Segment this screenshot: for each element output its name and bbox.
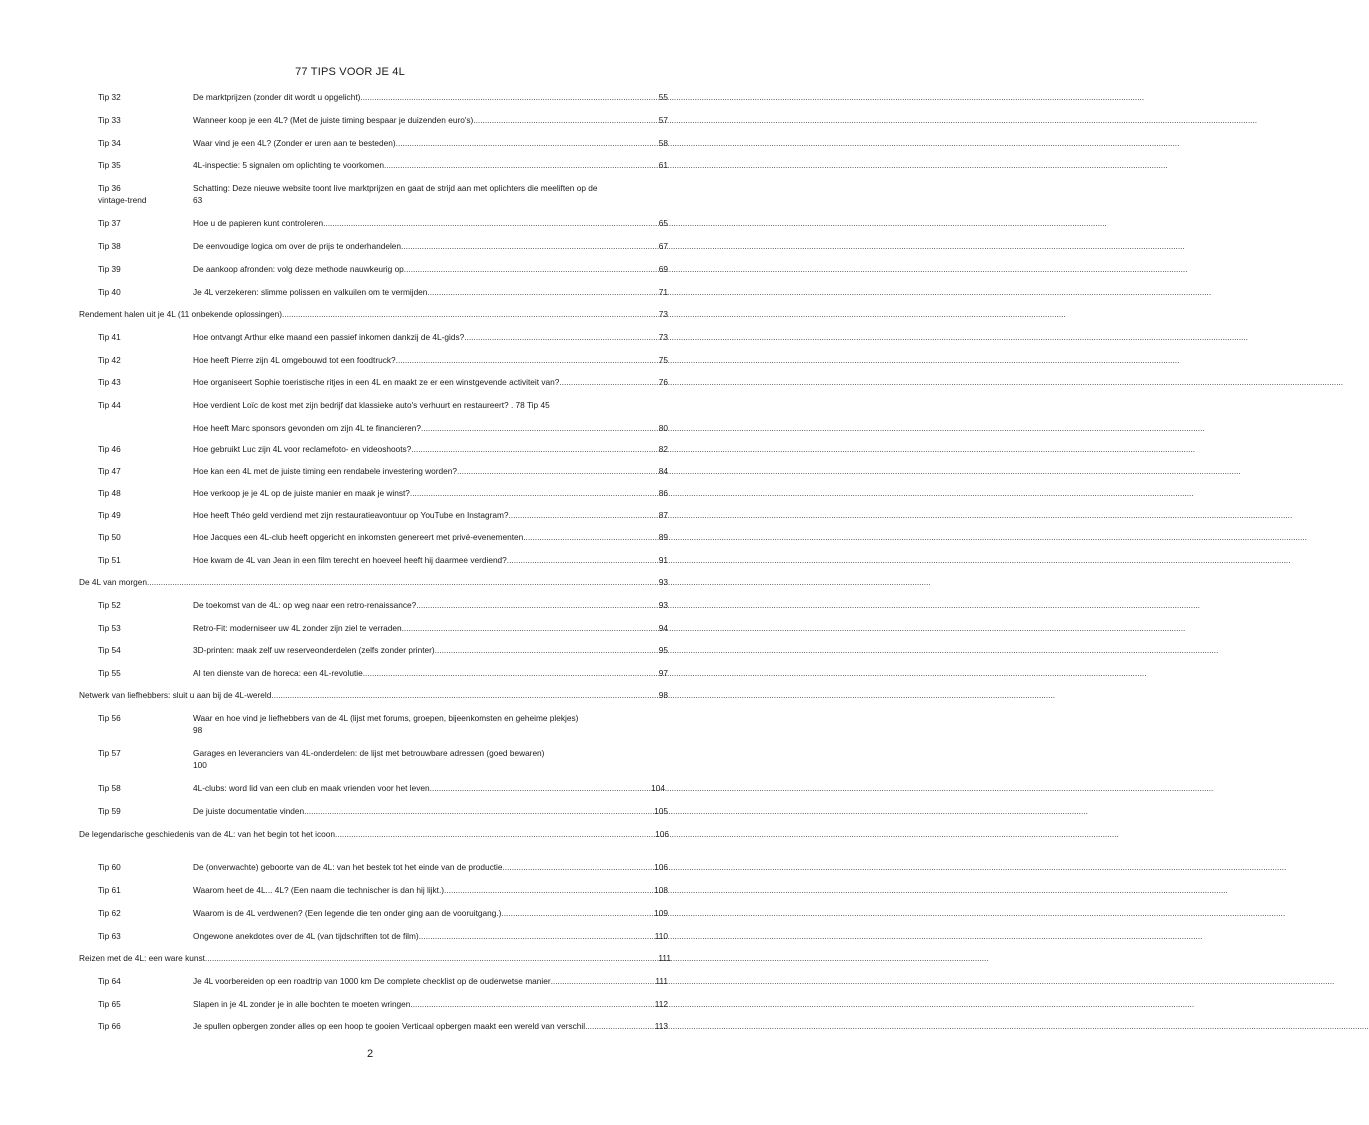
entry-title: Waar vind je een 4L? (Zonder er uren aan te besteden) [193, 138, 396, 148]
dot-leader [304, 805, 653, 817]
entry-title: De eenvoudige logica om over de prijs te onderhandelen [193, 241, 402, 251]
dot-leader [401, 240, 658, 252]
toc-entry [193, 240, 668, 252]
tip-number: Tip 66 [98, 1021, 121, 1031]
entry-title: Je spullen opbergen zonder alles op een hoop te gooien Verticaal opbergen maakt een wereld van verschil [193, 1021, 586, 1031]
tip-number: Tip 48 [98, 488, 121, 498]
dot-leader [384, 159, 658, 171]
entry-title: De (onverwachte) geboorte van de 4L: van het bestek tot het einde van de productie [193, 862, 503, 872]
entry-page: 106 [654, 862, 668, 872]
dot-leader [507, 554, 658, 566]
page-title: 77 TIPS VOOR JE 4L [295, 66, 405, 78]
tip-number: Tip 60 [98, 862, 121, 872]
tip-number: Tip 41 [98, 332, 121, 342]
toc-entry [193, 182, 671, 206]
toc-entry [193, 159, 668, 171]
section-title: Rendement halen uit je 4L (11 onbekende oplossingen) [79, 309, 282, 319]
toc-entry [193, 114, 668, 126]
entry-title: Je 4L voorbereiden op een roadtrip van 1000 km De complete checklist op de ouderwetse manier [193, 976, 551, 986]
toc-entry [193, 861, 668, 873]
tip-number: Tip 59 [98, 806, 121, 816]
tip-number: Tip 56 [98, 713, 121, 723]
dot-leader [416, 599, 658, 611]
tip-number: Tip 65 [98, 999, 121, 1009]
page-number: 2 [366, 1048, 374, 1060]
toc-entry [193, 354, 668, 366]
tip-number: Tip 35 [98, 160, 121, 170]
tip-number: Tip 44 [98, 400, 121, 410]
entry-page: 112 [654, 999, 668, 1009]
toc-entry [193, 465, 668, 477]
dot-leader [404, 263, 658, 275]
dot-leader [464, 331, 658, 343]
entry-title: Hoe verdient Loïc de kost met zijn bedrijf dat klassieke auto's verhuurt en restaureert? . 78 Tip 45 [193, 400, 550, 410]
dot-leader [427, 286, 657, 298]
dot-leader [430, 782, 651, 794]
dot-leader [271, 689, 657, 701]
entry-page: 61 [658, 160, 668, 170]
entry-page: 73 [658, 309, 668, 319]
dot-leader [585, 1020, 654, 1032]
entry-page: 55 [658, 92, 668, 102]
dot-leader [396, 137, 658, 149]
entry-page: 63 [193, 195, 203, 205]
entry-page: 69 [658, 264, 668, 274]
entry-page: 84 [658, 466, 668, 476]
entry-title: Ongewone anekdotes over de 4L (van tijdschriften tot de film) [193, 931, 419, 941]
entry-title: Wanneer koop je een 4L? (Met de juiste timing bespaar je duizenden euro's) [193, 115, 474, 125]
dot-leader [205, 952, 657, 964]
entry-page: 57 [658, 115, 668, 125]
entry-page: 58 [658, 138, 668, 148]
entry-page: 71 [658, 287, 668, 297]
tip-number: Tip 39 [98, 264, 121, 274]
entry-title: De aankoop afronden: volg deze methode nauwkeurig op [193, 264, 404, 274]
dot-leader [411, 443, 657, 455]
tip-number: Tip 50 [98, 532, 121, 542]
entry-page: 104 [651, 783, 665, 793]
section-entry [79, 308, 668, 320]
tip-subtitle: vintage-trend [98, 195, 147, 205]
entry-title: Slapen in je 4L zonder je in alle bochten te moeten wringen [193, 999, 411, 1009]
entry-title: Hoe ontvangt Arthur elke maand een passief inkomen dankzij de 4L-gids? [193, 332, 465, 342]
entry-title: Schatting: Deze nieuwe website toont live marktprijzen en gaat de strijd aan met oplichters die meeliften op de [193, 183, 598, 193]
entry-title: De juiste documentatie vinden [193, 806, 305, 816]
toc-entry [193, 998, 668, 1010]
entry-title: Hoe kan een 4L met de juiste timing een rendabele investering worden? [193, 466, 457, 476]
entry-page: 105 [654, 806, 668, 816]
entry-page: 98 [193, 725, 203, 735]
entry-title: 4L-clubs: word lid van een club en maak vrienden voor het leven [193, 783, 430, 793]
tip-number: Tip 58 [98, 783, 121, 793]
tip-number: Tip 63 [98, 931, 121, 941]
dot-leader [435, 644, 658, 656]
tip-number: Tip 57 [98, 748, 121, 758]
dot-leader [410, 487, 658, 499]
tip-number: Tip 46 [98, 444, 121, 454]
dot-leader [457, 465, 658, 477]
section-title: Netwerk van liefhebbers: sluit u aan bij de 4L-wereld [79, 690, 272, 700]
dot-leader [402, 622, 658, 634]
entry-title: Retro-Fit: moderniseer uw 4L zonder zijn ziel te verraden [193, 623, 402, 633]
tip-number: Tip 32 [98, 92, 121, 102]
entry-title: Hoe organiseert Sophie toeristische ritjes in een 4L en maakt ze er een winstgevende activiteit van? [193, 377, 560, 387]
entry-page: 89 [658, 532, 668, 542]
entry-page: 73 [658, 332, 668, 342]
tip-number: Tip 49 [98, 510, 121, 520]
tip-number: Tip 53 [98, 623, 121, 633]
dot-leader [523, 531, 658, 543]
entry-page: 111 [658, 953, 671, 963]
entry-title: Hoe Jacques een 4L-club heeft opgericht en inkomsten genereert met privé-evenementen [193, 532, 524, 542]
entry-title: 3D-printen: maak zelf uw reserveonderdelen (zelfs zonder printer) [193, 645, 435, 655]
entry-page: 75 [658, 355, 668, 365]
entry-page: 93 [658, 600, 668, 610]
toc-entry [193, 747, 671, 771]
entry-title: Hoe verkoop je je 4L op de juiste manier en maak je winst? [193, 488, 410, 498]
entry-page: 94 [658, 623, 668, 633]
dot-leader [323, 217, 658, 229]
dot-leader [444, 884, 653, 896]
toc-entry [193, 217, 668, 229]
entry-title: Je 4L verzekeren: slimme polissen en valkuilen om te vermijden [193, 287, 428, 297]
toc-entry [193, 376, 668, 388]
toc-entry [193, 509, 668, 521]
entry-page: 95 [658, 645, 668, 655]
entry-title: De toekomst van de 4L: op weg naar een retro-renaissance? [193, 600, 417, 610]
toc-entry [193, 554, 668, 566]
tip-number: Tip 64 [98, 976, 121, 986]
toc-entry [193, 907, 668, 919]
entry-page: 97 [658, 668, 668, 678]
section-entry [79, 689, 668, 701]
entry-title: Hoe heeft Théo geld verdiend met zijn restauratieavontuur op YouTube en Instagram? [193, 510, 509, 520]
tip-number: Tip 38 [98, 241, 121, 251]
dot-leader [396, 354, 658, 366]
entry-title: De marktprijzen (zonder dit wordt u opgelicht) [193, 92, 361, 102]
toc-entry [193, 667, 668, 679]
tip-number: Tip 54 [98, 645, 121, 655]
toc-entry [193, 422, 668, 434]
dot-leader [551, 975, 655, 987]
dot-leader [421, 422, 658, 434]
tip-number: Tip 61 [98, 885, 121, 895]
toc-entry [193, 487, 668, 499]
section-entry [79, 576, 668, 588]
entry-title: AI ten dienste van de horeca: een 4L-revolutie [193, 668, 363, 678]
toc-entry [193, 137, 668, 149]
dot-leader [501, 907, 653, 919]
toc-entry [193, 91, 668, 103]
entry-title: Waar en hoe vind je liefhebbers van de 4L (lijst met forums, groepen, bijeenkomsten en geheime plekjes) [193, 713, 579, 723]
section-entry [79, 952, 671, 964]
toc-entry [193, 884, 668, 896]
entry-page: 110 [654, 931, 668, 941]
toc-entry [193, 286, 668, 298]
toc-entry [193, 930, 668, 942]
toc-entry [193, 805, 668, 817]
entry-title: Hoe kwam de 4L van Jean in een film terecht en hoeveel heeft hij daarmee verdiend? [193, 555, 507, 565]
tip-number: Tip 42 [98, 355, 121, 365]
toc-entry [193, 975, 668, 987]
dot-leader [503, 861, 654, 873]
section-title: De legendarische geschiedenis van de 4L: van het begin tot het icoon [79, 829, 336, 839]
entry-title: Garages en leveranciers van 4L-onderdelen: de lijst met betrouwbare adressen (goed bewaren) [193, 748, 545, 758]
entry-title: Waarom heet de 4L... 4L? (Een naam die technischer is dan hij lijkt.) [193, 885, 445, 895]
dot-leader [473, 114, 657, 126]
toc-entry [193, 399, 671, 411]
toc-entry [193, 531, 668, 543]
toc-entry [193, 712, 671, 736]
toc-entry [193, 1020, 668, 1032]
entry-title: Hoe heeft Pierre zijn 4L omgebouwd tot een foodtruck? [193, 355, 396, 365]
entry-title: Hoe gebruikt Luc zijn 4L voor reclamefoto- en videoshoots? [193, 444, 412, 454]
toc-entry [193, 622, 668, 634]
tip-number: Tip 55 [98, 668, 121, 678]
section-entry [79, 828, 669, 840]
toc-entry [193, 331, 668, 343]
entry-title: Hoe u de papieren kunt controleren [193, 218, 324, 228]
entry-page: 80 [658, 423, 668, 433]
entry-page: 67 [658, 241, 668, 251]
tip-number: Tip 52 [98, 600, 121, 610]
dot-leader [559, 376, 657, 388]
entry-page: 65 [658, 218, 668, 228]
entry-page: 98 [658, 690, 668, 700]
dot-leader [282, 308, 658, 320]
toc-entry [193, 644, 668, 656]
tip-number: Tip 51 [98, 555, 121, 565]
dot-leader [410, 998, 653, 1010]
entry-page: 86 [658, 488, 668, 498]
section-title: Reizen met de 4L: een ware kunst [79, 953, 205, 963]
tip-number: Tip 62 [98, 908, 121, 918]
section-title: De 4L van morgen [79, 577, 147, 587]
toc-entry [193, 599, 668, 611]
entry-page: 113 [654, 1021, 668, 1031]
tip-number: Tip 40 [98, 287, 121, 297]
entry-page: 82 [658, 444, 668, 454]
entry-page: 111 [655, 976, 668, 986]
entry-page: 76 [658, 377, 668, 387]
entry-title: Waarom is de 4L verdwenen? (Een legende die ten onder ging aan de vooruitgang.) [193, 908, 502, 918]
entry-page: 106 [655, 829, 669, 839]
toc-entry [193, 263, 668, 275]
dot-leader [335, 828, 654, 840]
tip-number: Tip 47 [98, 466, 121, 476]
entry-page: 108 [654, 885, 668, 895]
dot-leader [360, 91, 657, 103]
entry-title: Hoe heeft Marc sponsors gevonden om zijn 4L te financieren? [193, 423, 421, 433]
tip-number: Tip 43 [98, 377, 121, 387]
entry-page: 100 [193, 760, 207, 770]
tip-number: Tip 33 [98, 115, 121, 125]
toc-entry [193, 443, 668, 455]
entry-page: 109 [654, 908, 668, 918]
toc-entry [193, 782, 665, 794]
tip-number: Tip 36 [98, 183, 121, 193]
entry-page: 93 [658, 577, 668, 587]
entry-page: 87 [658, 510, 668, 520]
dot-leader [509, 509, 658, 521]
dot-leader [147, 576, 658, 588]
tip-number: Tip 34 [98, 138, 121, 148]
entry-page: 91 [658, 555, 668, 565]
tip-number: Tip 37 [98, 218, 121, 228]
dot-leader [363, 667, 658, 679]
entry-title: 4L-inspectie: 5 signalen om oplichting te voorkomen [193, 160, 384, 170]
dot-leader [419, 930, 654, 942]
